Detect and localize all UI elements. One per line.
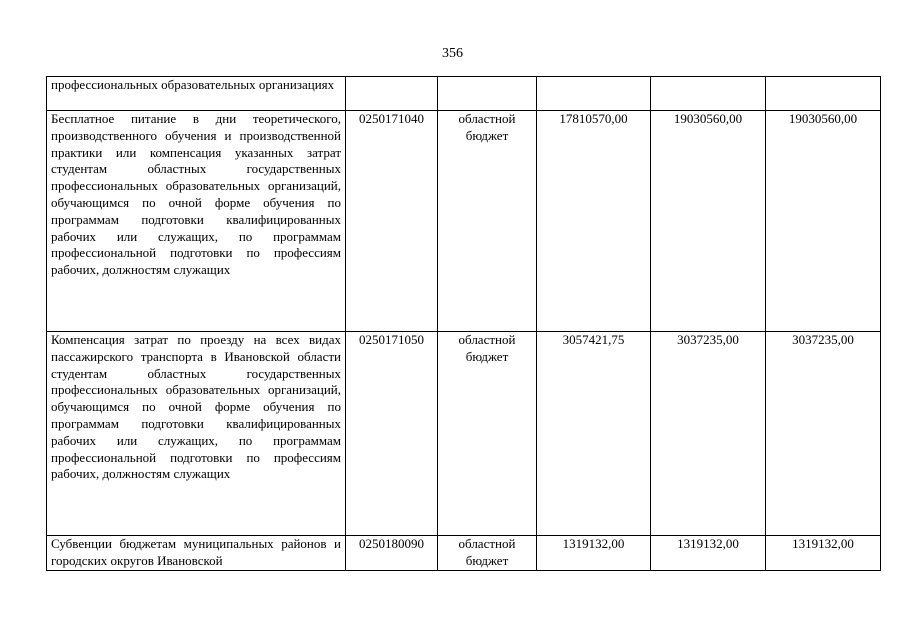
target-code-cell: 0250171050	[346, 332, 438, 536]
funding-source-cell: областной бюджет	[438, 111, 537, 332]
program-name-cell: профессиональных образовательных организациях	[47, 77, 346, 111]
amount-year-3-cell: 3037235,00	[766, 332, 881, 536]
amount-year-2-cell	[651, 77, 766, 111]
page-number: 356	[442, 46, 463, 61]
table-row	[47, 111, 881, 332]
program-name-cell: Компенсация затрат по проезду на всех видах пассажирского транспорта в Ивановской области студентам областных государственных профессиональных образовательных организаций, обучающимся по очной форме обучения по программам подготовки квалифицированных рабочих или служащих, по программам профессиональной подготовки по профессиям рабочих, должностям служащих	[47, 332, 346, 536]
budget-table	[46, 76, 881, 571]
funding-source-cell	[438, 77, 537, 111]
target-code-cell: 0250171040	[346, 111, 438, 332]
amount-year-3-cell: 19030560,00	[766, 111, 881, 332]
table-row	[47, 77, 881, 111]
amount-year-1-cell	[537, 77, 651, 111]
amount-year-1-cell: 17810570,00	[537, 111, 651, 332]
table-row	[47, 536, 881, 571]
program-name-cell: Субвенции бюджетам муниципальных районов и городских округов Ивановской	[47, 536, 346, 571]
amount-year-2-cell: 3037235,00	[651, 332, 766, 536]
table-row	[47, 332, 881, 536]
target-code-cell	[346, 77, 438, 111]
page-bottom-margin	[0, 580, 905, 640]
funding-source-cell: областной бюджет	[438, 332, 537, 536]
program-name-cell: Бесплатное питание в дни теоретического, производственного обучения и производственной практики или компенсация указанных затрат студентам областных государственных профессиональных образовательных организаций, обучающимся по очной форме обучения по программам подготовки квалифицированных рабочих или служащих, по программам профессиональной подготовки по профессиям рабочих, должностям служащих	[47, 111, 346, 332]
amount-year-1-cell: 3057421,75	[537, 332, 651, 536]
amount-year-1-cell: 1319132,00	[537, 536, 651, 571]
amount-year-3-cell: 1319132,00	[766, 536, 881, 571]
funding-source-cell: областной бюджет	[438, 536, 537, 571]
amount-year-3-cell	[766, 77, 881, 111]
amount-year-2-cell: 1319132,00	[651, 536, 766, 571]
target-code-cell: 0250180090	[346, 536, 438, 571]
amount-year-2-cell: 19030560,00	[651, 111, 766, 332]
